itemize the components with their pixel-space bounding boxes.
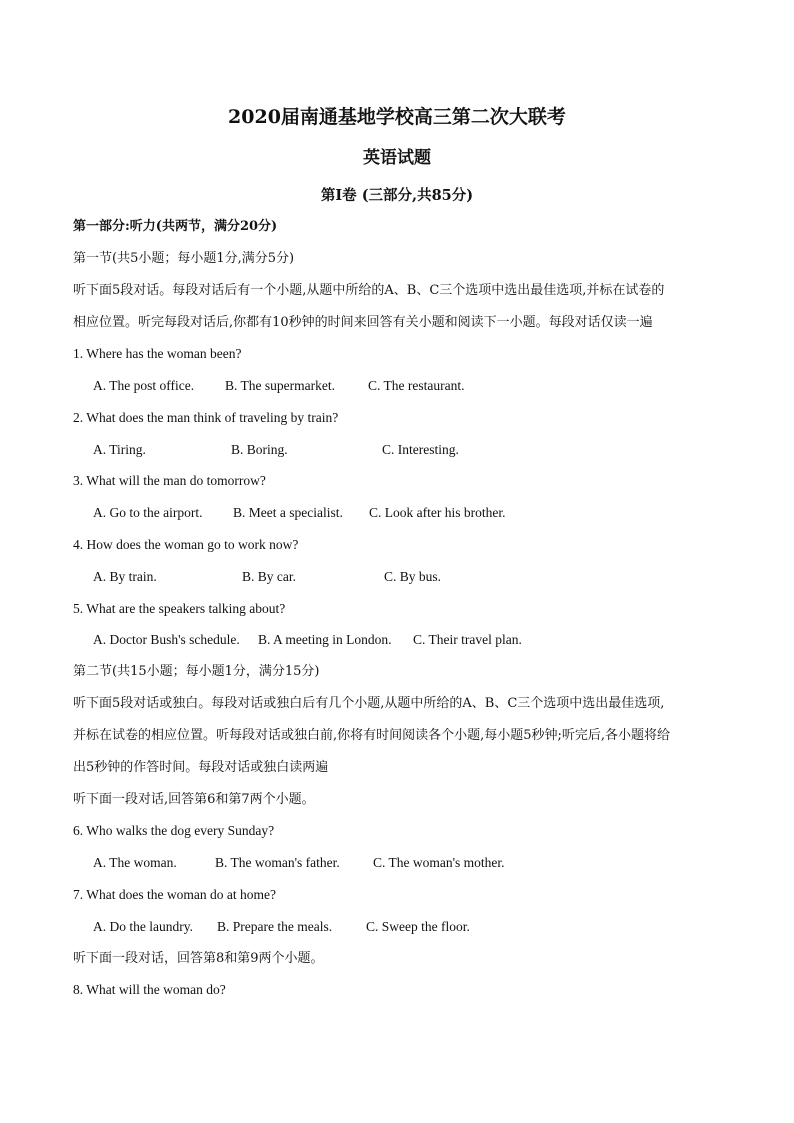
section2-instructions-line2: 并标在试卷的相应位置。听每段对话或独白前,你将有时间阅读各个小题,每小题5秒钟;听完后,各小题将给	[73, 728, 671, 743]
question-8: 8. What will the woman do?	[73, 982, 226, 997]
option-b: B. By car.	[242, 569, 296, 584]
option-b: B. The woman's father.	[215, 855, 340, 870]
dialogue-intro-8-9: 听下面一段对话，回答第8和第9两个小题。	[73, 951, 324, 966]
section2-instructions-line3: 出5秒钟的作答时间。每段对话或独白读两遍	[73, 760, 329, 775]
option-c: C. By bus.	[384, 569, 442, 584]
option-a: A. Doctor Bush's schedule.	[93, 632, 240, 647]
question-2: 2. What does the man think of traveling by train?	[73, 410, 339, 425]
option-a: A. Go to the airport.	[93, 505, 203, 520]
option-a: A. By train.	[93, 569, 157, 584]
question-6: 6. Who walks the dog every Sunday?	[73, 823, 275, 838]
option-c: C. Interesting.	[382, 442, 459, 457]
question-1: 1. Where has the woman been?	[73, 346, 242, 361]
section1-instructions-line1: 听下面5段对话。每段对话后有一个小题,从题中所给的A、B、C三个选项中选出最佳选项,并标在试卷的	[73, 283, 665, 298]
section2-heading: 第二节(共15小题；每小题1分，满分15分)	[73, 664, 320, 679]
question-5: 5. What are the speakers talking about?	[73, 601, 286, 616]
question-3: 3. What will the man do tomorrow?	[73, 473, 266, 488]
dialogue-intro-6-7: 听下面一段对话,回答第6和第7两个小题。	[73, 792, 315, 807]
option-b: B. Prepare the meals.	[217, 919, 333, 934]
option-c: C. The restaurant.	[368, 378, 465, 393]
part1-heading: 第一部分:听力(共两节，满分20分)	[73, 219, 278, 234]
section1-instructions-line2: 相应位置。听完每段对话后,你都有10秒钟的时间来回答有关小题和阅读下一小题。每段对话仅读一遍	[73, 315, 653, 330]
option-b: B. A meeting in London.	[258, 632, 392, 647]
option-c: C. The woman's mother.	[373, 855, 505, 870]
question-4: 4. How does the woman go to work now?	[73, 537, 299, 552]
option-a: A. The post office.	[93, 378, 195, 393]
question-7: 7. What does the woman do at home?	[73, 887, 276, 902]
volume-heading: 第I卷 (三部分,共85分)	[320, 187, 474, 204]
option-b: B. The supermarket.	[225, 378, 335, 393]
section1-heading: 第一节(共5小题；每小题1分,满分5分)	[73, 251, 295, 266]
option-b: B. Boring.	[231, 442, 288, 457]
option-a: A. Do the laundry.	[93, 919, 193, 934]
exam-title: 2020届南通基地学校高三第二次大联考	[228, 106, 566, 128]
option-a: A. Tiring.	[93, 442, 146, 457]
subject-title: 英语试题	[363, 148, 431, 168]
option-c: C. Sweep the floor.	[366, 919, 470, 934]
option-c: C. Look after his brother.	[369, 505, 506, 520]
section2-instructions-line1: 听下面5段对话或独白。每段对话或独白后有几个小题,从题中所给的A、B、C三个选项中选出最佳选项,	[73, 696, 665, 711]
option-b: B. Meet a specialist.	[233, 505, 343, 520]
option-c: C. Their travel plan.	[413, 632, 522, 647]
option-a: A. The woman.	[93, 855, 177, 870]
